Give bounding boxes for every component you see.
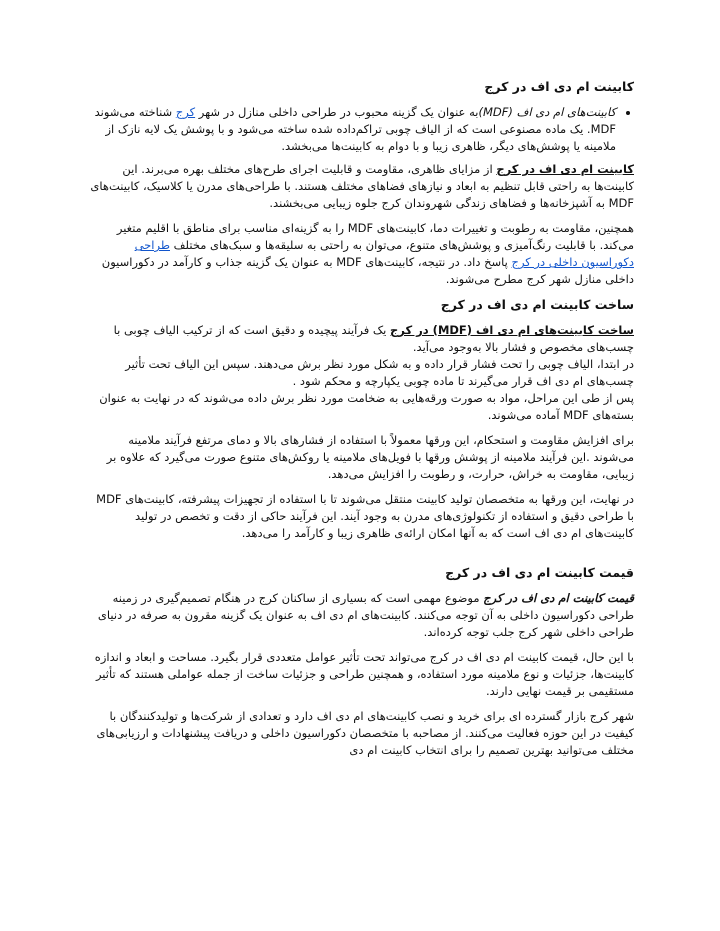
karaj-link[interactable]: کرج — [175, 105, 196, 119]
bullet-list — [86, 104, 634, 155]
paragraph-price-intro — [86, 590, 634, 641]
paragraph-lead-term: قیمت کابینت ام دی اف در کرج — [483, 591, 634, 605]
paragraph-text: همچنین، مقاومت به رطوبت و تغییرات دما، کابینت‌های MDF را به گزینه‌ای مناسب برای مناطق با اقلیم متغیر می‌کند. با قابلیت رنگ‌آمیزی و پوشش‌های متنوع، می‌توان به راحتی به سلیقه‌ها و سبک‌های مختلف — [116, 221, 634, 252]
paragraph-construction — [86, 322, 634, 424]
section-title-mdf-construction: ساخت کابینت ام دی اف در کرج — [440, 297, 634, 312]
paragraph-line-3: پس از طی این مراحل، مواد به صورت ورقه‌هایی به ضخامت مورد نظر برش داده می‌شوند که در نهایت به عنوان بسته‌های MDF آماده می‌شوند. — [99, 391, 634, 422]
paragraph-text-2: پاسخ داد. در نتیجه، کابینت‌های MDF به عنوان یک گزینه جذاب و کارآمد در دکوراسیون داخلی منازل شهر کرج مطرح می‌شوند. — [101, 255, 634, 286]
bullet-text: به عنوان یک گزینه محبوب در طراحی داخلی منازل در شهر — [195, 105, 479, 119]
section-title-mdf-cabinet-karaj: کابینت ام دی اف در کرج — [484, 79, 634, 94]
bullet-text-2: شناخته می‌شوند MDF. یک ماده مصنوعی است که از الیاف چوبی تراکم‌داده شده ساخته می‌شود و با پوشش یک لایه نازک از ملامینه یا پوشش‌های دیگر، ظاهری زیبا و با دوام به کابینت‌ها می‌بخشد. — [94, 105, 616, 153]
bullet-italic-term: کابینت‌های ام دی اف (MDF) — [478, 105, 616, 119]
bullet-item — [86, 104, 616, 155]
paragraph-text: از مزایای ظاهری، مقاومت و قابلیت اجرای طرح‌های مختلف بهره می‌برند. این کابینت‌ها به راحتی قابل تنظیم به ابعاد و نیازهای فضاهای مختلف هستند. با طراحی‌های مدرن یا کلاسیک، کابینت‌های MDF به آشپزخانه‌ها و فضاهای زندگی شهروندان کرج جلوه زیبایی می‌بخشند. — [90, 162, 634, 210]
paragraph-final-production: در نهایت، این ورقها به متخصصان تولید کابینت منتقل می‌شوند تا با استفاده از تجهیزات پیشرفته، کابینت‌های MDF با طراحی دقیق و استفاده از تکنولوژی‌های مدرن به وجود آیند. این فرآیند حاکی از دقت و تخصص در تولید کابینت‌های ام دی اف است که به آنها امکان ارائه‌ی ظاهری زیبا و کارآمد را می‌دهد. — [96, 492, 634, 540]
paragraph-price-factors: با این حال، قیمت کابینت ام دی اف در کرج می‌تواند تحت تأثیر عوامل متعددی قرار بگیرد. مساحت و ابعاد و اندازه کابینت‌ها، جزئیات و نوع ملامینه مورد استفاده، و همچنین طراحی و جزئیات ساخت از جمله عواملی هستند که تأثیر مستقیمی بر قیمت نهایی دارند. — [94, 650, 634, 698]
interior-design-link[interactable]: طراحی دکوراسیون داخلی در کرج — [134, 238, 634, 269]
section-title-mdf-price: قیمت کابینت ام دی اف در کرج — [445, 565, 634, 580]
paragraph-line-2: در ابتدا، الیاف چوبی را تحت فشار قرار داده و به شکل مورد نظر برش می‌دهند. سپس این الیاف تحت تأثیر چسب‌های ام دی اف قرار می‌گیرند تا ماده چوبی یکپارچه و محکم شود . — [125, 357, 634, 388]
paragraph-market: شهر کرج بازار گسترده ای برای خرید و نصب کابینت‌های ام دی اف دارد و تعدادی از شرکت‌ها و تولیدکنندگان با کیفیت در این حوزه فعالیت می‌کنند. از مصاحبه با متخصصان دکوراسیون داخلی و دریافت پیشنهادات و ارزیابی‌های مختلف می‌توانید بهترین تصمیم را برای انتخاب کابینت ام دی — [96, 709, 634, 757]
paragraph-humidity — [86, 220, 634, 288]
paragraph-melamine: برای افزایش مقاومت و استحکام، این ورقها معمولاً با استفاده از فشارهای بالا و دمای مرتفع فرآیند ملامینه می‌شوند .این فرآیند ملامینه از پوشش ورقها با فویل‌های ملامینه یا روکش‌های متنوع صورت می‌گیرد که علاوه بر زیبایی، مقاومت به خراش، حرارت، و رطوبت را افزایش می‌دهد. — [106, 433, 634, 481]
document-page — [86, 78, 634, 767]
paragraph-text: یک فرآیند پیچیده و دقیق است که از ترکیب الیاف چوبی با چسب‌های مخصوص و فشار بالا به‌وجود می‌آید. — [113, 323, 634, 354]
paragraph-lead-term: ساخت کابینت‌های ام دی اف (MDF) در کرج — [390, 323, 634, 337]
paragraph-text: موضوع مهمی است که بسیاری از ساکنان کرج در هنگام تصمیم‌گیری در زمینه طراحی دکوراسیون داخلی به آن توجه می‌کنند. کابینت‌های ام دی اف به عنوان یک گزینه مقرون به صرفه در دنیای طراحی داخلی شهر کرج جلب توجه کرده‌اند. — [97, 591, 634, 639]
paragraph-lead-term: کابینت ام دی اف در کرج — [496, 162, 634, 176]
paragraph-intro — [86, 161, 634, 212]
